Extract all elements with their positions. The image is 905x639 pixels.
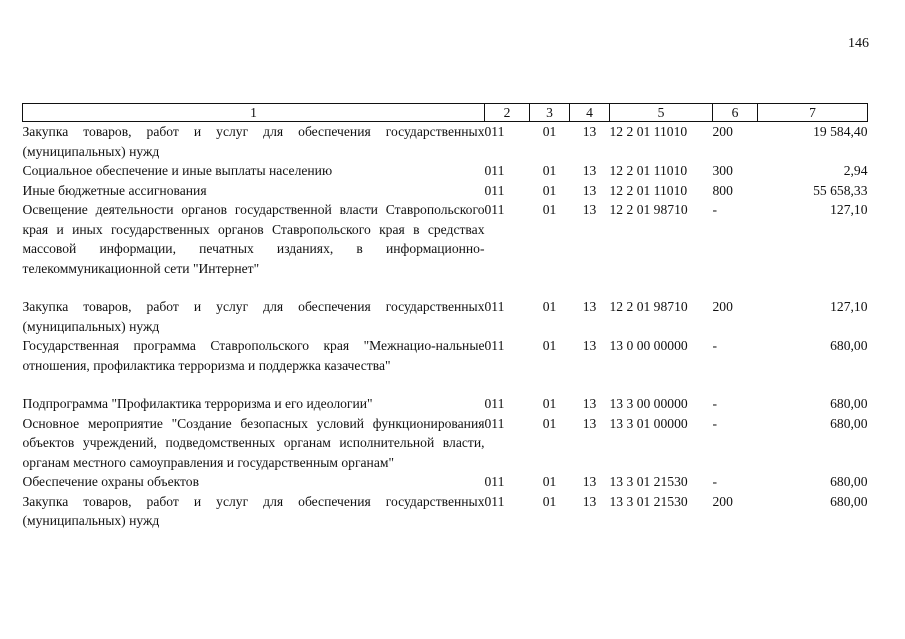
column-header-expense-type: 6 bbox=[713, 104, 758, 122]
column-header-subsection: 4 bbox=[570, 104, 610, 122]
row-sum: 680,00 bbox=[830, 338, 868, 353]
row-target: 13 3 01 21530 bbox=[609, 493, 688, 509]
row-target: 13 3 01 00000 bbox=[609, 415, 688, 431]
row-name: Социальное обеспечение и иные выплаты населению bbox=[22, 163, 333, 178]
row-gr: 011 bbox=[484, 493, 505, 509]
row-gr: 011 bbox=[484, 163, 505, 178]
row-section: 01 bbox=[542, 202, 557, 217]
row-sum: 19 584,40 bbox=[813, 124, 868, 139]
table-row bbox=[23, 336, 868, 394]
row-gr: 011 bbox=[484, 396, 505, 411]
row-name: Обеспечение охраны объектов bbox=[22, 474, 200, 489]
column-header-gr: 2 bbox=[485, 104, 530, 122]
column-header-target: 5 bbox=[610, 104, 713, 122]
row-subsection: 13 bbox=[582, 474, 597, 489]
row-section: 01 bbox=[542, 163, 557, 178]
row-gr: 011 bbox=[484, 299, 505, 314]
row-target: 12 2 01 11010 bbox=[609, 124, 688, 139]
row-gr: 011 bbox=[484, 338, 505, 353]
table-row bbox=[23, 122, 868, 162]
row-gr: 011 bbox=[484, 182, 505, 198]
row-expense-type: - bbox=[712, 415, 718, 431]
table-row bbox=[23, 200, 868, 297]
row-name: Закупка товаров, работ и услуг для обеспечения государственных (муниципальных) нужд bbox=[22, 493, 485, 528]
table-row bbox=[23, 161, 868, 181]
row-sum: 127,10 bbox=[830, 299, 868, 314]
table-row bbox=[23, 414, 868, 473]
row-name: Освещение деятельности органов государственной власти Ставропольского края и иных государственных органов Ставропольского края в средствах массовой информации, печатных изданиях, в информационно-телекоммуникационной сети "Интернет" bbox=[22, 202, 485, 276]
row-target: 13 3 01 21530 bbox=[609, 474, 688, 489]
row-target: 12 2 01 98710 bbox=[609, 299, 688, 314]
row-expense-type: - bbox=[712, 396, 718, 411]
row-target: 12 2 01 98710 bbox=[609, 202, 688, 217]
row-gr: 011 bbox=[484, 415, 505, 431]
row-expense-type: - bbox=[712, 474, 718, 489]
row-expense-type: - bbox=[712, 202, 718, 217]
row-sum: 127,10 bbox=[830, 202, 868, 217]
row-section: 01 bbox=[542, 299, 557, 314]
row-sum: 55 658,33 bbox=[813, 182, 868, 198]
row-subsection: 13 bbox=[582, 415, 597, 431]
row-sum: 2,94 bbox=[843, 163, 868, 178]
table-row bbox=[23, 472, 868, 492]
row-subsection: 13 bbox=[582, 396, 597, 411]
row-expense-type: 300 bbox=[712, 163, 733, 178]
table-row bbox=[23, 394, 868, 414]
row-section: 01 bbox=[542, 124, 557, 139]
row-subsection: 13 bbox=[582, 299, 597, 314]
row-name: Закупка товаров, работ и услуг для обеспечения государственных (муниципальных) нужд bbox=[22, 299, 485, 334]
row-sum: 680,00 bbox=[830, 474, 868, 489]
row-subsection: 13 bbox=[582, 493, 597, 509]
row-expense-type: 200 bbox=[712, 124, 733, 139]
row-target: 13 3 00 00000 bbox=[609, 396, 688, 411]
row-section: 01 bbox=[542, 338, 557, 353]
row-expense-type: 800 bbox=[712, 182, 733, 198]
row-sum: 680,00 bbox=[830, 396, 868, 411]
row-gr: 011 bbox=[484, 202, 505, 217]
page-number: 146 bbox=[848, 36, 869, 51]
row-subsection: 13 bbox=[582, 202, 597, 217]
row-expense-type: 200 bbox=[712, 493, 733, 509]
column-header-sum: 7 bbox=[758, 104, 868, 122]
table-row bbox=[23, 181, 868, 201]
row-target: 12 2 01 11010 bbox=[609, 182, 688, 198]
column-header-name: 1 bbox=[23, 104, 485, 122]
row-sum: 680,00 bbox=[830, 493, 868, 509]
row-name: Иные бюджетные ассигнования bbox=[22, 182, 207, 198]
row-subsection: 13 bbox=[582, 124, 597, 139]
table-row bbox=[23, 297, 868, 336]
row-subsection: 13 bbox=[582, 163, 597, 178]
row-section: 01 bbox=[542, 396, 557, 411]
row-section: 01 bbox=[542, 415, 557, 431]
header-row bbox=[23, 104, 868, 122]
row-gr: 011 bbox=[484, 124, 505, 139]
row-target: 13 0 00 00000 bbox=[609, 338, 688, 353]
row-expense-type: 200 bbox=[712, 299, 733, 314]
row-name: Государственная программа Ставропольского края "Межнацио-нальные отношения, профилактика терроризма и поддержка казачества" bbox=[22, 338, 485, 373]
row-sum: 680,00 bbox=[830, 415, 868, 431]
row-gr: 011 bbox=[484, 474, 505, 489]
row-expense-type: - bbox=[712, 338, 718, 353]
table-row bbox=[23, 492, 868, 531]
row-subsection: 13 bbox=[582, 338, 597, 353]
row-name: Подпрограмма "Профилактика терроризма и его идеологии" bbox=[22, 396, 373, 411]
row-name: Закупка товаров, работ и услуг для обеспечения государственных (муниципальных) нужд bbox=[22, 124, 485, 159]
row-section: 01 bbox=[542, 182, 557, 198]
row-subsection: 13 bbox=[582, 182, 597, 198]
budget-table bbox=[22, 103, 868, 531]
column-header-section: 3 bbox=[530, 104, 570, 122]
row-target: 12 2 01 11010 bbox=[609, 163, 688, 178]
row-section: 01 bbox=[542, 474, 557, 489]
row-name: Основное мероприятие "Создание безопасных условий функционирования объектов учреждений, подведомственных органам исполнительной власти, органам местного самоуправления и государственным органам" bbox=[22, 415, 485, 470]
row-section: 01 bbox=[542, 493, 557, 509]
